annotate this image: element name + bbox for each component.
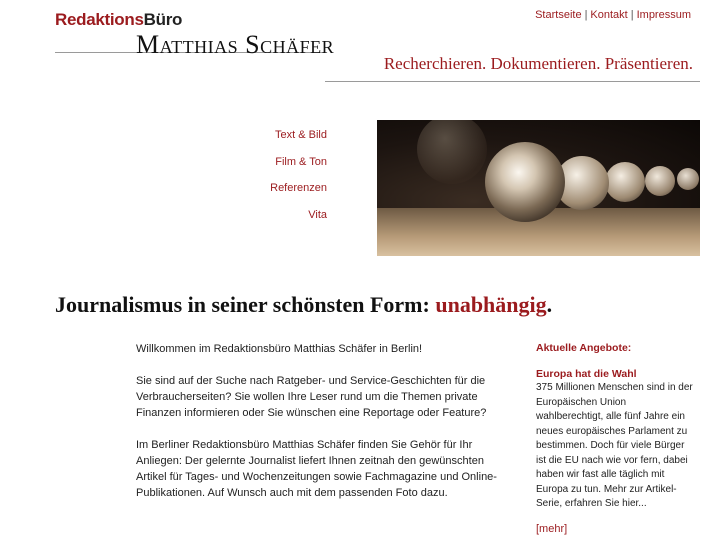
welcome-paragraph: Willkommen im Redaktionsbüro Matthias Schäfer in Berlin! <box>136 343 423 355</box>
side-navigation <box>270 122 327 228</box>
site-owner-name: Matthias Schäfer <box>136 30 335 59</box>
tagline-underline <box>325 81 700 82</box>
glass-bulb-icon <box>677 168 699 190</box>
main-content <box>136 341 516 517</box>
logo-part-redaktions: Redaktions <box>55 10 144 29</box>
more-link[interactable]: [mehr] <box>536 522 568 535</box>
page-headline <box>55 292 552 318</box>
offer-title: Europa hat die Wahl <box>536 367 637 380</box>
sidenav-film-ton[interactable]: Film & Ton <box>275 155 327 168</box>
sidenav-text-bild[interactable]: Text & Bild <box>275 129 327 141</box>
headline-text: Journalismus in seiner schönsten Form: <box>55 292 430 317</box>
headline-end: . <box>546 292 553 317</box>
top-navigation <box>535 9 691 21</box>
sidenav-referenzen[interactable]: Referenzen <box>270 182 327 194</box>
tagline: Recherchieren. Dokumentieren. Präsentieren. <box>383 54 693 73</box>
topnav-separator: | <box>584 9 588 21</box>
sidenav-vita[interactable]: Vita <box>308 208 327 221</box>
topnav-kontakt[interactable]: Kontakt <box>590 9 628 21</box>
offers-heading: Aktuelle Angebote: <box>536 342 632 354</box>
glass-bulb-icon <box>645 166 675 196</box>
offers-sidebar <box>536 341 696 536</box>
topnav-startseite[interactable]: Startseite <box>535 9 582 21</box>
offer-text: 375 Millionen Menschen sind in der Europäischen Union wahlberechtigt, alle fünf Jahre ein neues europäisches Parlament zu bestimmen. Doch für viele Bürger ist die EU nach wie vor fern, dabei haben wir fast alle täglich mit Europa zu tun. Mehr zur Artikel-Serie, erfahren Sie hier... <box>536 382 693 509</box>
glass-bulb-icon <box>605 162 645 202</box>
logo[interactable] <box>55 10 182 30</box>
topnav-separator: | <box>630 9 634 21</box>
glass-bulb-icon <box>485 142 565 222</box>
hero-image <box>377 120 700 256</box>
topnav-impressum[interactable]: Impressum <box>636 9 691 21</box>
headline-highlight: unabhängig <box>435 292 547 317</box>
intro-paragraph: Sie sind auf der Suche nach Ratgeber- und Service-Geschichten für die Verbraucherseiten? Sie wollen Ihre Leser rund um die Themen private Finanzen informieren oder Sie wünschen eine Reportage oder Feature? <box>136 375 487 419</box>
glass-bulb-icon <box>417 120 487 184</box>
service-paragraph: Im Berliner Redaktionsbüro Matthias Schäfer finden Sie Gehör für Ihr Anliegen: Der gelernte Journalist liefert Ihnen zeitnah den gewünschten Artikel für Tages- und Wochenzeitungen sowie Fachmagazine und Online-Publikationen. Auf Wunsch auch mit dem passenden Foto dazu. <box>136 439 497 499</box>
logo-part-buero: Büro <box>143 10 183 29</box>
